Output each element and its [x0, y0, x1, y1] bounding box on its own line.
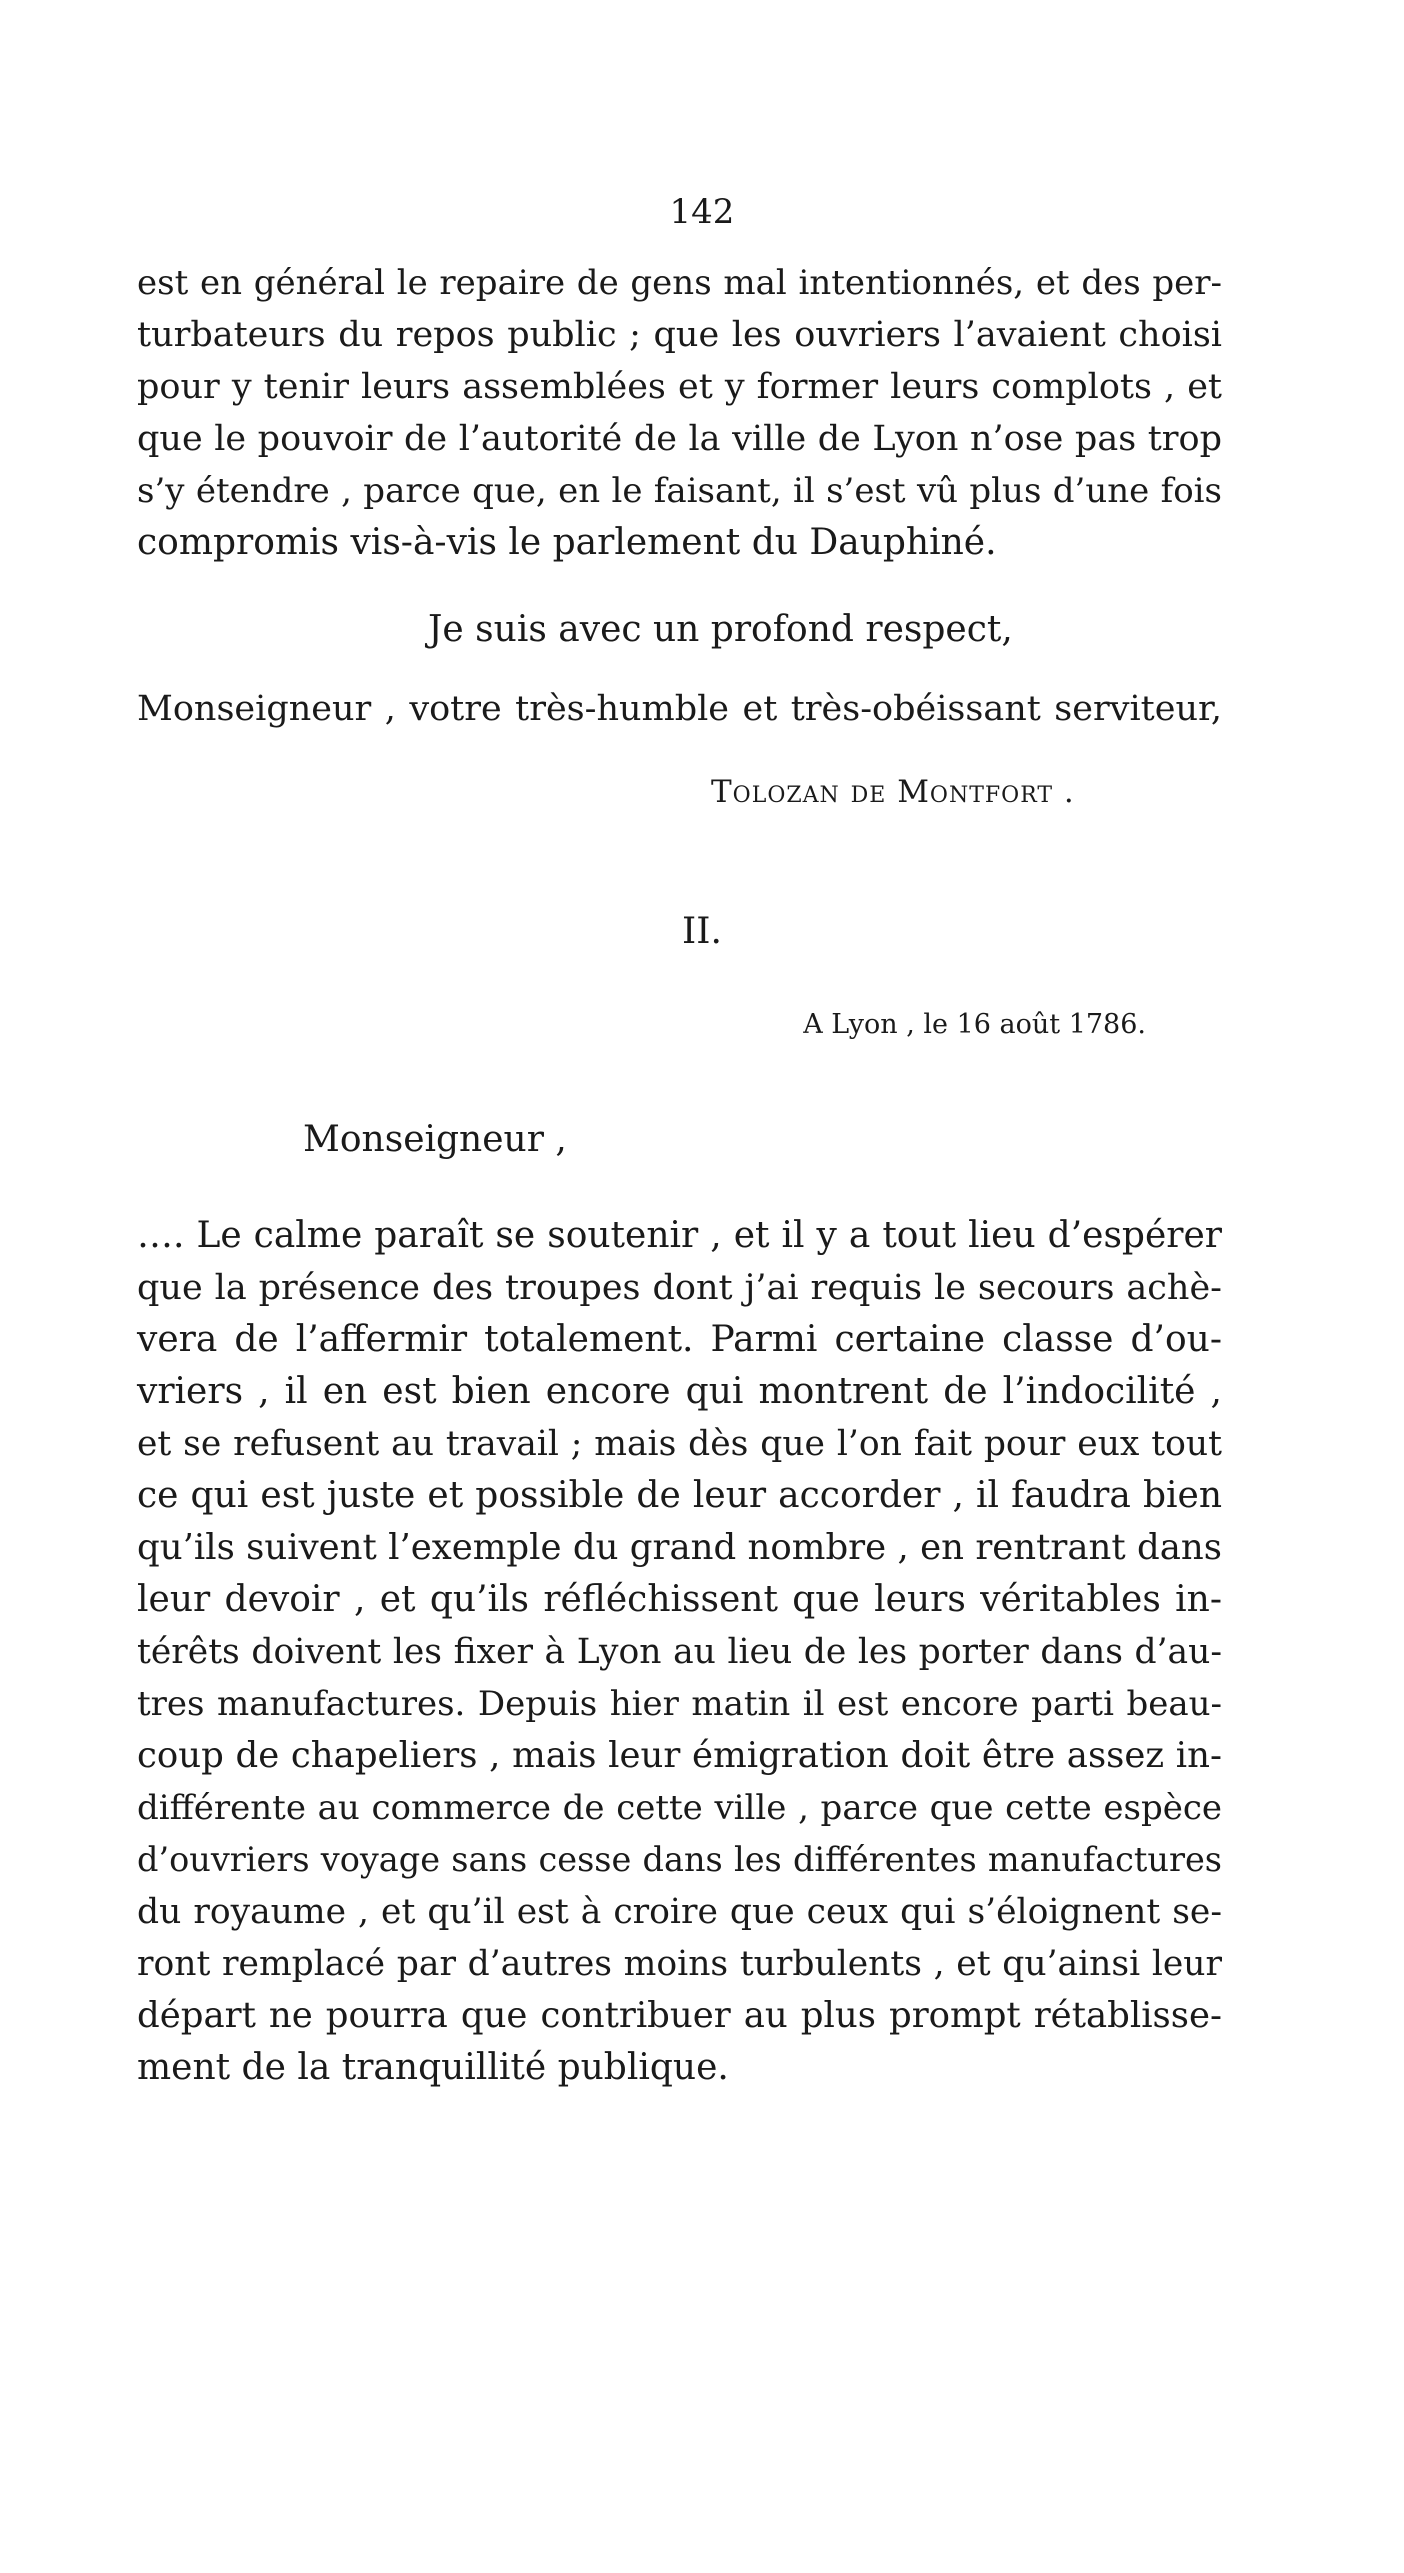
letter-2-body-paragraph: [137, 1210, 1222, 2094]
text-line: d’ouvriers voyage sans cesse dans les différentes manufactures: [137, 1840, 1222, 1879]
text-line: leur devoir , et qu’ils réfléchissent que leurs véritables in-: [137, 1579, 1222, 1620]
text-line: vriers , il en est bien encore qui montrent de l’indocilité ,: [137, 1371, 1222, 1412]
page-number: 142: [669, 192, 735, 232]
text-line: vera de l’affermir totalement. Parmi certaine classe d’ou-: [137, 1319, 1222, 1360]
text-line: coup de chapeliers , mais leur émigration doit être assez in-: [137, 1735, 1222, 1776]
text-line: est en général le repaire de gens mal intentionnés, et des per-: [137, 263, 1222, 303]
letter-number-heading: II.: [682, 911, 722, 952]
text-line: qu’ils suivent l’exemple du grand nombre , en rentrant dans: [137, 1527, 1222, 1568]
dateline: A Lyon , le 16 août 1786.: [803, 1009, 1146, 1040]
text-line: ce qui est juste et possible de leur accorder , il faudra bien: [137, 1475, 1222, 1516]
text-line: départ ne pourra que contribuer au plus prompt rétablisse-: [137, 1995, 1222, 2036]
text-line: que la présence des troupes dont j’ai requis le secours achè-: [137, 1268, 1222, 1308]
text-line: que le pouvoir de l’autorité de la ville de Lyon n’ose pas trop: [137, 419, 1222, 459]
text-line: et se refusent au travail ; mais dès que l’on fait pour eux tout: [137, 1424, 1222, 1464]
text-line: pour y tenir leurs assemblées et y former leurs complots , et: [137, 367, 1222, 407]
closing-formula: Monseigneur , votre très-humble et très-obéissant serviteur,: [137, 689, 1222, 729]
signature: Tolozan de Montfort .: [711, 774, 1075, 810]
text-line: ment de la tranquillité publique.: [137, 2047, 729, 2088]
text-line: s’y étendre , parce que, en le faisant, il s’est vû plus d’une fois: [137, 471, 1222, 511]
closing-respect-line: Je suis avec un profond respect,: [428, 609, 1013, 650]
text-line: tres manufactures. Depuis hier matin il est encore parti beau-: [137, 1684, 1222, 1724]
text-line: ront remplacé par d’autres moins turbulents , et qu’ainsi leur: [137, 1944, 1222, 1984]
text-line: …. Le calme paraît se soutenir , et il y a tout lieu d’espérer: [137, 1215, 1222, 1256]
salutation: Monseigneur ,: [303, 1119, 567, 1160]
text-line: compromis vis-à-vis le parlement du Dauphiné.: [137, 522, 997, 563]
text-line: térêts doivent les fixer à Lyon au lieu de les porter dans d’au-: [137, 1632, 1222, 1672]
text-line: du royaume , et qu’il est à croire que ceux qui s’éloignent se-: [137, 1892, 1222, 1932]
text-line: différente au commerce de cette ville , parce que cette espèce: [137, 1788, 1222, 1828]
letter-1-final-paragraph: [137, 257, 1222, 569]
text-line: turbateurs du repos public ; que les ouvriers l’avaient choisi: [137, 315, 1222, 355]
